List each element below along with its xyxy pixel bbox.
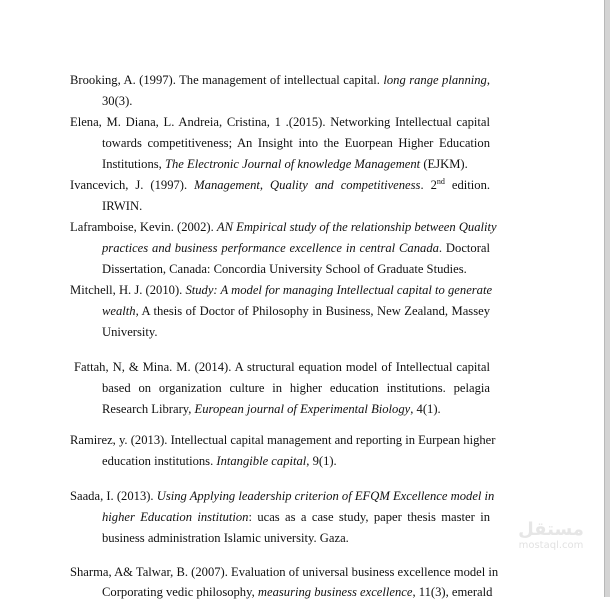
reference-entry-first-line xyxy=(70,70,490,91)
reference-text: Ramirez, y. (2013). Intellectual capital management and reporting in Eurpean higher xyxy=(70,433,496,447)
reference-title-italic: practices and business performance excellence in central Canada xyxy=(102,241,439,255)
reference-text: : ucas as a case study, paper thesis master in xyxy=(248,510,490,524)
reference-entry-first-line xyxy=(70,217,497,238)
reference-text: , 9(1). xyxy=(306,454,337,468)
reference-entry-first-line xyxy=(70,175,490,196)
reference-text: 30(3). xyxy=(102,94,133,108)
reference-text: nd xyxy=(436,177,445,186)
reference-entry-line xyxy=(102,399,441,420)
reference-text: Elena, M. Diana, L. Andreia, Cristina, 1 .(2015). Networking Intellectual capital xyxy=(70,115,490,129)
reference-title-italic: measuring business excellence xyxy=(257,585,413,599)
reference-title-italic: Management, Quality and competitiveness xyxy=(194,178,421,192)
reference-entry-first-line xyxy=(70,430,496,451)
reference-entry-first-line xyxy=(70,486,495,507)
reference-text: University. xyxy=(102,325,158,339)
reference-title-italic: European journal of Experimental Biology xyxy=(194,402,411,416)
reference-entry-line xyxy=(102,91,132,112)
reference-entry-line xyxy=(102,238,490,259)
reference-entry-first-line xyxy=(70,112,490,133)
reference-text: IRWIN. xyxy=(102,199,143,213)
reference-text: business administration Islamic university. Gaza. xyxy=(102,531,349,545)
reference-entry-line xyxy=(102,259,467,280)
reference-text: Research Library, xyxy=(102,402,195,416)
reference-title-italic: The Electronic Journal of knowledge Management xyxy=(164,157,421,171)
reference-entry-line xyxy=(102,451,337,472)
page-edge-scrollbar[interactable] xyxy=(604,0,610,597)
reference-title-italic: Study: A model for managing Intellectual capital to generate xyxy=(185,283,493,297)
reference-text: edition. xyxy=(444,178,491,192)
reference-text: Laframboise, Kevin. (2002). xyxy=(70,220,217,234)
reference-text: . Doctoral xyxy=(438,241,490,255)
reference-entry-line xyxy=(102,322,158,343)
reference-text: , xyxy=(486,73,490,87)
reference-entry-first-line xyxy=(74,357,490,378)
reference-entry-line xyxy=(102,196,142,217)
reference-text: towards competitiveness; An Insight into the Euorpean Higher Education xyxy=(102,136,490,150)
reference-text: Corporating vedic philosophy, xyxy=(102,585,258,599)
reference-entry-line xyxy=(102,301,490,322)
reference-text: education institutions. xyxy=(102,454,217,468)
reference-text: Brooking, A. (1997). The management of intellectual capital. xyxy=(70,73,384,87)
reference-text: , 11(3), emerald xyxy=(412,585,493,599)
reference-title-italic: higher Education institution xyxy=(102,510,249,524)
reference-entry-first-line xyxy=(70,280,493,301)
reference-entry-line xyxy=(102,133,490,154)
reference-text: Institutions, xyxy=(102,157,165,171)
reference-title-italic: Using Applying leadership criterion of EFQM Excellence model in xyxy=(156,489,495,503)
reference-text: based on organization culture in higher education institutions. pelagia xyxy=(102,381,490,395)
reference-title-italic: long range planning xyxy=(383,73,487,87)
reference-text: Fattah, N, & Mina. M. (2014). A structural equation model of Intellectual capital xyxy=(74,360,490,374)
reference-text: Sharma, A& Talwar, B. (2007). Evaluation of universal business excellence model in xyxy=(70,565,499,579)
reference-entry-first-line xyxy=(70,562,499,583)
reference-entry-line xyxy=(102,507,490,528)
reference-entry-line xyxy=(102,154,468,175)
reference-title-italic: wealth, xyxy=(102,304,139,318)
reference-text: . 2 xyxy=(420,178,437,192)
reference-text: (EJKM). xyxy=(420,157,468,171)
reference-entry-line xyxy=(102,528,349,549)
reference-text: Mitchell, H. J. (2010). xyxy=(70,283,186,297)
reference-text: Saada, I. (2013). xyxy=(70,489,157,503)
reference-title-italic: Intangible capital xyxy=(216,454,307,468)
reference-title-italic: AN Empirical study of the relationship between Quality xyxy=(216,220,497,234)
watermark-text: mostaql.com xyxy=(518,540,584,551)
watermark-logo: مستقل xyxy=(518,519,584,540)
reference-entry-line xyxy=(102,582,492,603)
reference-text: A thesis of Doctor of Philosophy in Business, New Zealand, Massey xyxy=(138,304,490,318)
reference-text: Dissertation, Canada: Concordia University School of Graduate Studies. xyxy=(102,262,467,276)
reference-entry-line xyxy=(102,378,490,399)
reference-text: Ivancevich, J. (1997). xyxy=(70,178,195,192)
reference-text: , 4(1). xyxy=(410,402,441,416)
